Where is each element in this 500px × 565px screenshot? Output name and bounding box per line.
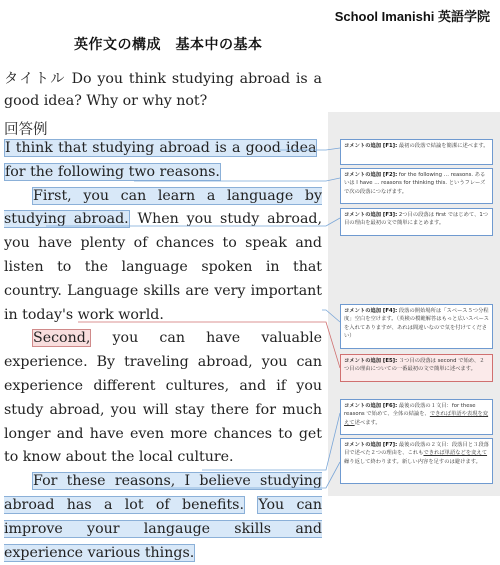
highlight-e5[interactable]: Second, [33,330,91,347]
highlight-f1[interactable]: I think that studying abroad is a good idea [5,140,317,156]
comment-f6[interactable]: コメントの追加 [F6]: 最後の段落の１文目：for these reasons で始めて、全体の結論を、できれば単語や表現を変えて述べます。 [340,399,493,435]
highlight-f2[interactable]: for the following two reasons. [5,163,220,180]
comment-f7[interactable]: コメントの追加 [F7]: 最後の段落の２文目：段落目と３段落目で述べた２つの理由を、これもできれば単語などを変えて繰り返して終わります。新しい内容を足すのは避けます。 [340,438,493,484]
comment-f2[interactable]: コメントの追加 [F2]: for the following … reasons. あるいは I have … reasons for thinking this. というフレーズで次の段落につなげます。 [340,168,493,204]
school-name: School Imanishi 英語学院 [334,9,490,24]
comment-f4[interactable]: コメントの追加 [F4]: 段落の開始場所は「スペース５つ分程度」空白を空けます。（英検の模範解答はもっと広いスペースを入れてありますが、あれは間違いなので気を付けてください） [340,304,493,349]
paragraph-3-text: you can have valuable experience. By traveling abroad, you can experience different cultures, and if you study abroad, you will stay there for much longer and have even more chances to get to know about the local culture. [4,330,322,466]
highlight-f6[interactable]: For these reasons, I believe studying abroad has a lot of benefits. [4,473,322,513]
comment-f1[interactable]: コメントの追加 [F1]: 最初の段落で結論を簡潔に述べます。 [340,139,493,165]
comment-e5[interactable]: コメントの追加 [E5]: ３つ目の段落は second で始め、２つ目の理由についての一番最初の文で簡単に述べます。 [340,354,493,382]
essay-prompt: タイトル Do you think studying abroad is a good idea? Why or why not? [4,71,322,109]
answer-example-label: 回答例 [4,122,48,138]
highlight-f3[interactable]: First, you can learn a language by studying abroad. [4,187,322,228]
paragraph-2-text: When you study abroad, you have plenty of chances to speak and listen to the language spoken in that country. Language skills are very important in today's work world. [4,211,322,323]
page-title: 英作文の構成 基本中の基本 [74,37,263,53]
highlight-f7[interactable]: You can improve your langauge skills and experience various things. [4,496,323,561]
comment-f3[interactable]: コメントの追加 [F3]: 2つ目の段落は first ではじめて、1つ目の理由を最初の文で簡単にまとめます。 [340,208,493,236]
